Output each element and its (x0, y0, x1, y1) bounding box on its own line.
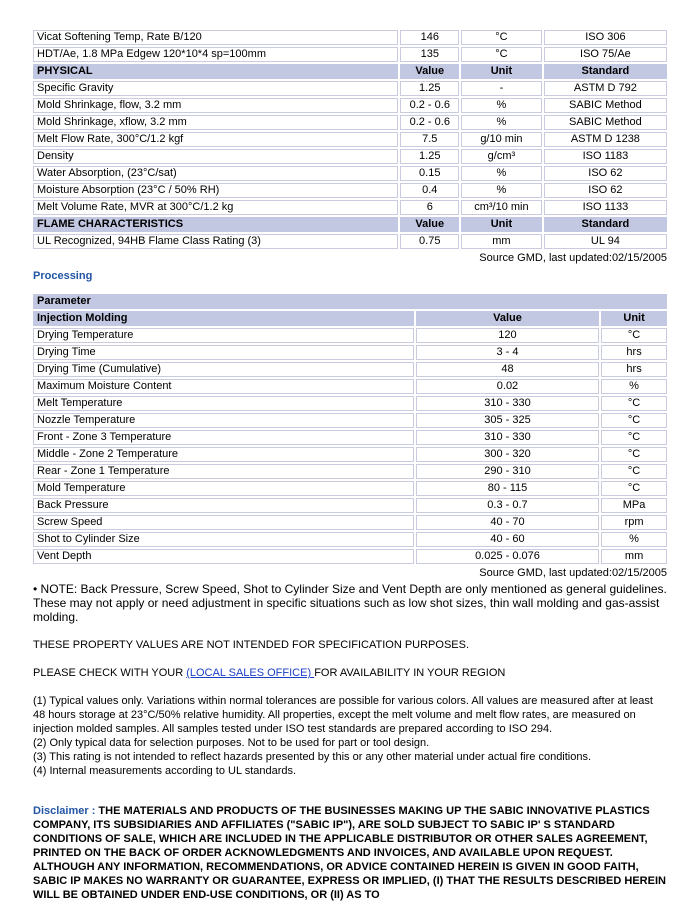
footnote-2: (2) Only typical data for selection purposes. Not to be used for part or tool design. (33, 737, 430, 749)
parameter-value: 290 - 310 (416, 464, 599, 479)
table-row (33, 328, 667, 343)
property-standard: Standard (544, 217, 667, 232)
parameter-unit: °C (601, 447, 667, 462)
table-row (33, 98, 667, 113)
parameter-unit: hrs (601, 362, 667, 377)
table-row (33, 132, 667, 147)
processing-source: Source GMD, last updated:02/15/2005 (479, 567, 667, 579)
property-unit: °C (461, 47, 542, 62)
table-row (33, 515, 667, 530)
property-value: 1.25 (400, 81, 459, 96)
parameter-name: Melt Temperature (33, 396, 414, 411)
table-row (33, 498, 667, 513)
parameter-value: 40 - 60 (416, 532, 599, 547)
parameter-name: Screw Speed (33, 515, 414, 530)
property-standard: ASTM D 1238 (544, 132, 667, 147)
table-row (33, 81, 667, 96)
parameter-value: 0.025 - 0.076 (416, 549, 599, 564)
parameter-name: Vent Depth (33, 549, 414, 564)
table-row (33, 115, 667, 130)
value-header: Value (416, 311, 599, 326)
property-name: Melt Flow Rate, 300°C/1.2 kgf (33, 132, 398, 147)
property-name: Specific Gravity (33, 81, 398, 96)
property-standard: ISO 75/Ae (544, 47, 667, 62)
table-row (33, 430, 667, 445)
parameter-unit: hrs (601, 345, 667, 360)
table-row (33, 30, 667, 45)
section-title-cell: PHYSICAL (33, 64, 398, 79)
property-value: 0.15 (400, 166, 459, 181)
processing-header-parameter-row (33, 294, 667, 309)
parameter-name: Shot to Cylinder Size (33, 532, 414, 547)
local-sales-office-link[interactable]: (LOCAL SALES OFFICE) (186, 667, 315, 679)
parameter-name: Rear - Zone 1 Temperature (33, 464, 414, 479)
property-unit: g/10 min (461, 132, 542, 147)
property-unit: % (461, 98, 542, 113)
sales-office-notice (33, 666, 667, 680)
property-unit: cm³/10 min (461, 200, 542, 215)
table-row (33, 47, 667, 62)
parameter-name: Front - Zone 3 Temperature (33, 430, 414, 445)
parameter-value: 120 (416, 328, 599, 343)
property-name: Mold Shrinkage, flow, 3.2 mm (33, 98, 398, 113)
processing-header-row (33, 311, 667, 326)
parameter-name: Drying Time (33, 345, 414, 360)
sales-office-prefix: PLEASE CHECK WITH YOUR (33, 667, 187, 679)
table-row (33, 532, 667, 547)
table-row (33, 183, 667, 198)
parameter-value: 310 - 330 (416, 396, 599, 411)
table-row (33, 549, 667, 564)
parameter-name: Maximum Moisture Content (33, 379, 414, 394)
injection-molding-header: Injection Molding (33, 311, 414, 326)
properties-table (31, 28, 669, 251)
parameter-value: 300 - 320 (416, 447, 599, 462)
disclaimer (33, 804, 667, 902)
property-value: 146 (400, 30, 459, 45)
parameter-unit: °C (601, 430, 667, 445)
table-row (33, 396, 667, 411)
parameter-unit: °C (601, 481, 667, 496)
property-standard: ISO 62 (544, 166, 667, 181)
property-value: Value (400, 217, 459, 232)
property-unit: mm (461, 234, 542, 249)
property-unit: % (461, 166, 542, 181)
property-standard: SABIC Method (544, 98, 667, 113)
property-unit: Unit (461, 64, 542, 79)
processing-table (31, 292, 669, 566)
property-standard: SABIC Method (544, 115, 667, 130)
table-row (33, 166, 667, 181)
parameter-value: 310 - 330 (416, 430, 599, 445)
table-row (33, 362, 667, 377)
table-row (33, 413, 667, 428)
disclaimer-label: Disclaimer : (33, 805, 99, 817)
table-row (33, 234, 667, 249)
processing-title: Processing (33, 270, 93, 282)
property-standard: ISO 1183 (544, 149, 667, 164)
parameter-value: 40 - 70 (416, 515, 599, 530)
property-value: 1.25 (400, 149, 459, 164)
table-row (33, 200, 667, 215)
property-standard: ISO 306 (544, 30, 667, 45)
parameter-unit: % (601, 379, 667, 394)
property-name: Vicat Softening Temp, Rate B/120 (33, 30, 398, 45)
table-row (33, 149, 667, 164)
footnote-1: (1) Typical values only. Variations within normal tolerances are possible for various colors. All values are measured after at least 48 hours storage at 23°C/50% relative humidity. All properties, except the melt volume and melt flow rates, are measured on injection molded samples. All samples tested under ISO test standards are prepared according to ISO 294. (33, 695, 653, 735)
property-unit: % (461, 183, 542, 198)
parameter-name: Nozzle Temperature (33, 413, 414, 428)
disclaimer-text: THE MATERIALS AND PRODUCTS OF THE BUSINESSES MAKING UP THE SABIC INNOVATIVE PLASTICS COMPANY, ITS SUBSIDIARIES AND AFFILIATES ("SABIC IP"), ARE SOLD SUBJECT TO SABIC IP' S STANDARD CONDITIONS OF SALE, WHICH ARE INCLUDED IN THE APPLICABLE DISTRIBUTOR OR OTHER SALES AGREEMENT, PRINTED ON THE BACK OF ORDER ACKNOWLEDGMENTS AND INVOICES, AND AVAILABLE UPON REQUEST. ALTHOUGH ANY INFORMATION, RECOMMENDATIONS, OR ADVICE CONTAINED HEREIN IS GIVEN IN GOOD FAITH, SABIC IP MAKES NO WARRANTY OR GUARANTEE, EXPRESS OR IMPLIED, (I) THAT THE RESULTS DESCRIBED HEREIN WILL BE OBTAINED UNDER END-USE CONDITIONS, OR (II) AS TO (33, 805, 666, 901)
property-name: Density (33, 149, 398, 164)
table-row (33, 447, 667, 462)
table-row (33, 345, 667, 360)
parameter-header: Parameter (33, 294, 667, 309)
property-value: 0.2 - 0.6 (400, 98, 459, 113)
property-standard: ISO 62 (544, 183, 667, 198)
sales-office-suffix: FOR AVAILABILITY IN YOUR REGION (314, 667, 506, 679)
property-name: Moisture Absorption (23°C / 50% RH) (33, 183, 398, 198)
parameter-name: Drying Time (Cumulative) (33, 362, 414, 377)
property-unit: Unit (461, 217, 542, 232)
property-name: Melt Volume Rate, MVR at 300°C/1.2 kg (33, 200, 398, 215)
property-unit: % (461, 115, 542, 130)
property-name: UL Recognized, 94HB Flame Class Rating (3) (33, 234, 398, 249)
footnotes (33, 694, 667, 778)
property-unit: °C (461, 30, 542, 45)
unit-header: Unit (601, 311, 667, 326)
parameter-value: 305 - 325 (416, 413, 599, 428)
property-standard: UL 94 (544, 234, 667, 249)
property-value: 6 (400, 200, 459, 215)
parameter-unit: rpm (601, 515, 667, 530)
not-intended-notice: THESE PROPERTY VALUES ARE NOT INTENDED FOR SPECIFICATION PURPOSES. (33, 639, 470, 651)
parameter-unit: °C (601, 413, 667, 428)
parameter-unit: °C (601, 328, 667, 343)
table-row (33, 379, 667, 394)
property-standard: ASTM D 792 (544, 81, 667, 96)
parameter-unit: MPa (601, 498, 667, 513)
table-row (33, 481, 667, 496)
property-value: 135 (400, 47, 459, 62)
parameter-unit: mm (601, 549, 667, 564)
parameter-name: Drying Temperature (33, 328, 414, 343)
parameter-unit: % (601, 532, 667, 547)
parameter-value: 80 - 115 (416, 481, 599, 496)
property-value: Value (400, 64, 459, 79)
property-value: 0.75 (400, 234, 459, 249)
property-standard: Standard (544, 64, 667, 79)
footnote-3: (3) This rating is not intended to reflect hazards presented by this or any other material under actual fire conditions. (33, 751, 592, 763)
property-value: 0.2 - 0.6 (400, 115, 459, 130)
parameter-name: Back Pressure (33, 498, 414, 513)
parameter-value: 48 (416, 362, 599, 377)
processing-note: • NOTE: Back Pressure, Screw Speed, Shot to Cylinder Size and Vent Depth are only mentioned as general guidelines. These may not apply or need adjustment in specific situations such as low shot sizes, thin wall molding and gas-assist molding. (33, 582, 667, 624)
parameter-value: 3 - 4 (416, 345, 599, 360)
parameter-value: 0.3 - 0.7 (416, 498, 599, 513)
parameter-unit: °C (601, 464, 667, 479)
property-unit: g/cm³ (461, 149, 542, 164)
property-value: 0.4 (400, 183, 459, 198)
table-row (33, 464, 667, 479)
property-unit: - (461, 81, 542, 96)
property-name: HDT/Ae, 1.8 MPa Edgew 120*10*4 sp=100mm (33, 47, 398, 62)
parameter-name: Mold Temperature (33, 481, 414, 496)
property-name: Water Absorption, (23°C/sat) (33, 166, 398, 181)
property-standard: ISO 1133 (544, 200, 667, 215)
footnote-4: (4) Internal measurements according to UL standards. (33, 765, 297, 777)
section-header-row (33, 64, 667, 79)
properties-source: Source GMD, last updated:02/15/2005 (479, 252, 667, 264)
parameter-unit: °C (601, 396, 667, 411)
parameter-name: Middle - Zone 2 Temperature (33, 447, 414, 462)
property-value: 7.5 (400, 132, 459, 147)
parameter-value: 0.02 (416, 379, 599, 394)
section-title-cell: FLAME CHARACTERISTICS (33, 217, 398, 232)
section-header-row (33, 217, 667, 232)
property-name: Mold Shrinkage, xflow, 3.2 mm (33, 115, 398, 130)
